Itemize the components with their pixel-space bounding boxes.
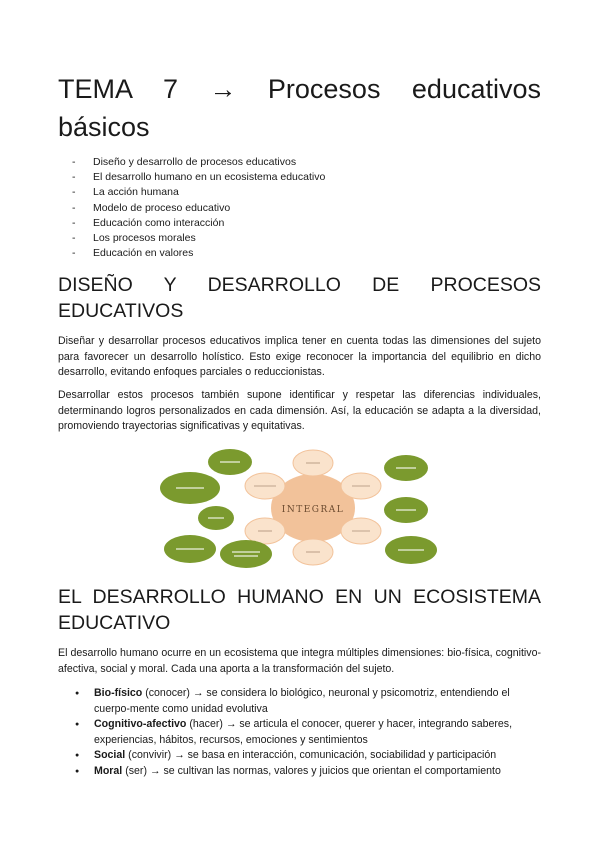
- term: Bio-físico: [94, 687, 143, 699]
- term: Cognitivo-afectivo: [94, 718, 187, 730]
- section-heading-ecosystem: EL DESARROLLO HUMANO EN UN ECOSISTEMA EDUCATIVO: [58, 586, 541, 634]
- diagram-graphic: [158, 446, 443, 571]
- list-item: [58, 686, 541, 717]
- paragraph: Diseñar y desarrollar procesos educativos implica tener en cuenta todas las dimensiones del sujeto para favorecer un desarrollo holístico. Esto exige reconocer la importancia del equilibrio en dicho desarrollo, evitando enfoques parciales o reduccionistas.: [58, 335, 541, 378]
- description: (convivir) → se basa en interacción, comunicación, sociabilidad y participación: [125, 749, 497, 761]
- dimension-list: [58, 686, 541, 779]
- list-item: - Educación como interacción: [72, 216, 325, 231]
- list-item: [58, 748, 541, 764]
- description: (conocer) → se considera lo biológico, neuronal y psicomotriz, entendiendo el cuerpo-mente como unidad evolutiva: [94, 687, 510, 715]
- section-heading-design: DISEÑO Y DESARROLLO DE PROCESOS EDUCATIVOS: [58, 274, 541, 322]
- integral-development-diagram: [158, 446, 443, 571]
- center-label: INTEGRAL: [281, 505, 345, 515]
- paragraph: Desarrollar estos procesos también supone identificar y respetar las diferencias individuales, determinando logros personalizados en cada dimensión. Así, la educación se adapta a la diversidad, promoviendo trayectorias significativas y equitativas.: [58, 389, 541, 432]
- list-item: - La acción humana: [72, 185, 325, 200]
- page-title: TEMA 7 → Procesos educativos básicos: [58, 74, 541, 142]
- paragraph: El desarrollo humano ocurre en un ecosistema que integra múltiples dimensiones: bio-física, cognitivo-afectiva, social y moral. Cada una aporta a la transformación del sujeto.: [58, 647, 541, 675]
- term: Social: [94, 749, 126, 761]
- list-item: [58, 764, 541, 780]
- topic-list: [72, 155, 325, 261]
- description: (hacer) → se articula el conocer, querer y hacer, integrando saberes, experiencias, hábitos, recursos, emociones y sentimientos: [94, 718, 513, 746]
- list-item: - Diseño y desarrollo de procesos educativos: [72, 155, 325, 170]
- green-node: [220, 540, 272, 568]
- list-item: - Educación en valores: [72, 246, 325, 261]
- list-item: [58, 717, 541, 748]
- term: Moral: [94, 764, 123, 777]
- list-item: - Modelo de proceso educativo: [72, 201, 325, 216]
- description: (ser) → se cultivan las normas, valores y juicios que orientan el comportamiento: [122, 764, 501, 777]
- list-item: - Los procesos morales: [72, 231, 325, 246]
- list-item: - El desarrollo humano en un ecosistema educativo: [72, 170, 325, 185]
